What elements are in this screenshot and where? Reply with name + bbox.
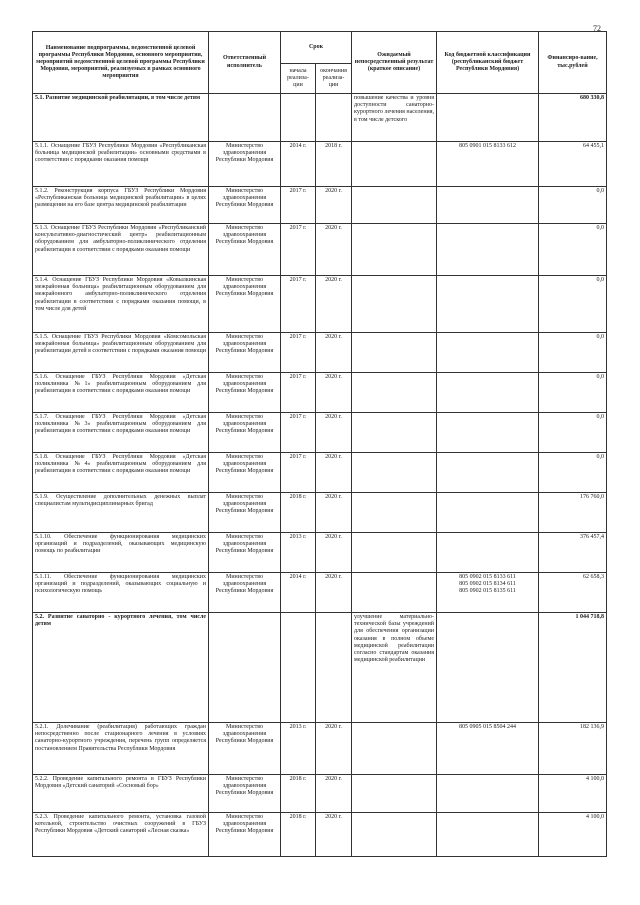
row-name-cell: 5.1.9. Осуществление дополнительных денежных выплат специалистам мультидисциплинарных бригад xyxy=(33,493,209,533)
row-executor-cell: Министерство здравоохранения Республики Мордовия xyxy=(209,533,281,573)
row-executor-cell: Министерство здравоохранения Республики Мордовия xyxy=(209,413,281,453)
row-name-cell: 5.1.4. Оснащение ГБУЗ Республики Мордовия «Ковылкинская межрайонная больница» реабилитационным оборудованием для межрайонного амбулаторно-поликлинического отделения реабилитации в соответствии с порядками оказания помощи, в том числе для детей xyxy=(33,276,209,333)
row-kbk-cell xyxy=(437,775,539,813)
row-name-cell: 5.2.2. Проведение капитального ремонта в ГБУЗ Республики Мордовия «Детский санаторий «Сосновый бор» xyxy=(33,775,209,813)
program-table xyxy=(32,31,607,857)
row-executor-cell: Министерство здравоохранения Республики Мордовия xyxy=(209,373,281,413)
row-kbk-cell xyxy=(437,224,539,276)
section-row xyxy=(33,94,607,142)
page-number: 72 xyxy=(593,24,601,33)
row-kbk-cell xyxy=(437,333,539,373)
row-end-cell: 2020 г. xyxy=(316,453,352,493)
row-kbk-cell xyxy=(437,493,539,533)
header-finance: Финансиро-вание, тыс.рублей xyxy=(539,32,607,94)
table-body xyxy=(33,94,607,857)
table-row xyxy=(33,453,607,493)
row-result-cell xyxy=(352,775,437,813)
row-name-cell: 5.2.1. Долечивание (реабилитация) работающих граждан непосредственно после стационарного лечения в условиях санаторно-курортного учреждения, перечень групп определяется постановлением Правительства Республики Мордовия xyxy=(33,723,209,775)
row-end-cell: 2020 г. xyxy=(316,187,352,224)
row-kbk-cell xyxy=(437,453,539,493)
row-result-cell xyxy=(352,413,437,453)
row-start-cell: 2018 г. xyxy=(281,775,316,813)
row-name-cell: 5.1.2. Реконструкция корпуса ГБУЗ Республики Мордовия «Республиканская больница медицинской реабилитации» в целях размещения на его базе центра медицинской реабилитации xyxy=(33,187,209,224)
row-executor-cell: Министерство здравоохранения Республики Мордовия xyxy=(209,187,281,224)
row-result-cell xyxy=(352,723,437,775)
row-name-cell: 5.1. Развитие медицинской реабилитации, в том числе детям xyxy=(33,94,209,142)
row-finance-cell: 0,0 xyxy=(539,276,607,333)
row-start-cell xyxy=(281,613,316,723)
row-end-cell: 2020 г. xyxy=(316,276,352,333)
row-finance-cell: 0,0 xyxy=(539,224,607,276)
row-finance-cell: 62 658,3 xyxy=(539,573,607,613)
row-name-cell: 5.1.5. Оснащение ГБУЗ Республики Мордовия «Комсомольская межрайонная больница» реабилитационным оборудованием для реабилитации детей в соответствии с порядками оказания помощи xyxy=(33,333,209,373)
row-result-cell xyxy=(352,142,437,187)
row-name-cell: 5.1.6. Оснащение ГБУЗ Республики Мордовия «Детская поликлиника №1» реабилитационным оборудованием для реабилитации в соответствии с порядками оказания помощи xyxy=(33,373,209,413)
table-row xyxy=(33,493,607,533)
row-result-cell xyxy=(352,573,437,613)
row-name-cell: 5.1.8. Оснащение ГБУЗ Республики Мордовия «Детская поликлиника №4» реабилитационным оборудованием для реабилитации в соответствии с порядками оказания помощи xyxy=(33,453,209,493)
row-end-cell: 2018 г. xyxy=(316,142,352,187)
row-start-cell: 2017 г. xyxy=(281,413,316,453)
row-result-cell: повышение качества и уровня доступности санаторно-курортного лечения населения, в том числе детского xyxy=(352,94,437,142)
row-kbk-cell: 805 0901 015 8133 612 xyxy=(437,142,539,187)
row-name-cell: 5.1.10. Обеспечение функционирования медицинских организаций и подразделений, оказывающих медицинскую помощь по реабилитации xyxy=(33,533,209,573)
row-executor-cell: Министерство здравоохранения Республики Мордовия xyxy=(209,453,281,493)
row-end-cell: 2020 г. xyxy=(316,775,352,813)
row-result-cell xyxy=(352,373,437,413)
section-row xyxy=(33,613,607,723)
row-result-cell: улучшение материально-технической базы учреждений для обеспечения организации оказания в полном объеме медицинской реабилитации согласно стандартам оказания медицинской реабилитации xyxy=(352,613,437,723)
row-kbk-cell xyxy=(437,276,539,333)
row-finance-cell: 4 100,0 xyxy=(539,775,607,813)
table-row xyxy=(33,775,607,813)
row-finance-cell: 0,0 xyxy=(539,413,607,453)
row-start-cell: 2017 г. xyxy=(281,453,316,493)
table-row xyxy=(33,276,607,333)
row-end-cell: 2020 г. xyxy=(316,333,352,373)
row-executor-cell: Министерство здравоохранения Республики Мордовия xyxy=(209,142,281,187)
table-row xyxy=(33,187,607,224)
row-name-cell: 5.2.3. Проведение капитального ремонта, установка газовой котельной, строительство очистных сооружений в ГБУЗ Республики Мордовия «Детский санаторий «Лесная сказка» xyxy=(33,813,209,857)
row-start-cell: 2017 г. xyxy=(281,224,316,276)
row-kbk-cell xyxy=(437,533,539,573)
row-end-cell: 2020 г. xyxy=(316,224,352,276)
row-start-cell: 2017 г. xyxy=(281,187,316,224)
row-executor-cell: Министерство здравоохранения Республики Мордовия xyxy=(209,333,281,373)
header-end: окончания реализа-ции xyxy=(316,64,352,94)
row-executor-cell: Министерство здравоохранения Республики Мордовия xyxy=(209,813,281,857)
row-result-cell xyxy=(352,453,437,493)
row-finance-cell: 176 760,0 xyxy=(539,493,607,533)
row-name-cell: 5.1.7. Оснащение ГБУЗ Республики Мордовия «Детская поликлиника №3» реабилитационным оборудованием для реабилитации в соответствии с порядками оказания помощи xyxy=(33,413,209,453)
row-executor-cell: Министерство здравоохранения Республики Мордовия xyxy=(209,224,281,276)
row-finance-cell: 0,0 xyxy=(539,453,607,493)
row-end-cell: 2020 г. xyxy=(316,813,352,857)
table-row xyxy=(33,573,607,613)
row-start-cell: 2017 г. xyxy=(281,333,316,373)
row-finance-cell: 1 044 718,8 xyxy=(539,613,607,723)
table-row xyxy=(33,413,607,453)
row-result-cell xyxy=(352,187,437,224)
row-kbk-cell xyxy=(437,813,539,857)
row-kbk-cell xyxy=(437,187,539,224)
table-row xyxy=(33,224,607,276)
row-end-cell xyxy=(316,613,352,723)
row-start-cell: 2017 г. xyxy=(281,373,316,413)
row-end-cell: 2020 г. xyxy=(316,723,352,775)
row-end-cell xyxy=(316,94,352,142)
row-start-cell: 2014 г. xyxy=(281,142,316,187)
row-name-cell: 5.1.1. Оснащение ГБУЗ Республики Мордовия «Республиканская больница медицинской реабилитации» основными средствами в соответствии с порядками оказания помощи xyxy=(33,142,209,187)
row-kbk-cell xyxy=(437,94,539,142)
row-executor-cell: Министерство здравоохранения Республики Мордовия xyxy=(209,723,281,775)
row-end-cell: 2020 г. xyxy=(316,533,352,573)
row-result-cell xyxy=(352,276,437,333)
row-start-cell: 2017 г. xyxy=(281,276,316,333)
row-executor-cell: Министерство здравоохранения Республики Мордовия xyxy=(209,775,281,813)
table-row xyxy=(33,333,607,373)
header-term: Срок xyxy=(281,32,352,64)
header-result: Ожидаемый непосредственный результат (краткое описание) xyxy=(352,32,437,94)
row-end-cell: 2020 г. xyxy=(316,413,352,453)
table-row xyxy=(33,723,607,775)
header-kbk: Код бюджетной классификации (республиканский бюджет Республики Мордовия) xyxy=(437,32,539,94)
row-kbk-cell: 805 0905 015 8504 244 xyxy=(437,723,539,775)
row-start-cell xyxy=(281,94,316,142)
row-executor-cell: Министерство здравоохранения Республики Мордовия xyxy=(209,493,281,533)
row-end-cell: 2020 г. xyxy=(316,493,352,533)
table-row xyxy=(33,373,607,413)
row-name-cell: 5.2. Развитие санаторно - курортного лечения, том числе детям xyxy=(33,613,209,723)
header-start: начала реализа-ции xyxy=(281,64,316,94)
row-result-cell xyxy=(352,333,437,373)
row-start-cell: 2018 г. xyxy=(281,813,316,857)
table-header xyxy=(33,32,607,94)
row-executor-cell xyxy=(209,94,281,142)
header-name: Наименование подпрограммы, ведомственной целевой программы Республики Мордовия, основного мероприятия, мероприятий ведомственной целевой программы Республики Мордовия, мероприятий, реализуемых в рамках основного мероприятия xyxy=(33,32,209,94)
row-end-cell: 2020 г. xyxy=(316,373,352,413)
row-finance-cell: 376 457,4 xyxy=(539,533,607,573)
row-kbk-cell: 805 0902 015 8133 611 805 0902 015 8134 611 805 0902 015 8135 611 xyxy=(437,573,539,613)
row-executor-cell: Министерство здравоохранения Республики Мордовия xyxy=(209,573,281,613)
row-finance-cell: 182 136,9 xyxy=(539,723,607,775)
row-finance-cell: 0,0 xyxy=(539,373,607,413)
row-finance-cell: 0,0 xyxy=(539,333,607,373)
table-row xyxy=(33,142,607,187)
row-kbk-cell xyxy=(437,373,539,413)
row-start-cell: 2014 г. xyxy=(281,573,316,613)
row-executor-cell xyxy=(209,613,281,723)
row-result-cell xyxy=(352,813,437,857)
header-executor: Ответственный исполнитель xyxy=(209,32,281,94)
row-kbk-cell xyxy=(437,413,539,453)
row-name-cell: 5.1.3. Оснащение ГБУЗ Республики Мордовия «Республиканский консультативно-диагностический центр» реабилитационным оборудованием для амбулаторно-поликлинического отделения реабилитации в соответствии с порядками оказания помощи xyxy=(33,224,209,276)
row-finance-cell: 0,0 xyxy=(539,187,607,224)
row-start-cell: 2018 г. xyxy=(281,493,316,533)
row-finance-cell: 4 100,0 xyxy=(539,813,607,857)
row-name-cell: 5.1.11. Обеспечение функционирования медицинских организаций и подразделений, оказывающих социальную и психологическую помощь xyxy=(33,573,209,613)
row-start-cell: 2013 г. xyxy=(281,723,316,775)
table-row xyxy=(33,533,607,573)
table-row xyxy=(33,813,607,857)
row-result-cell xyxy=(352,224,437,276)
row-kbk-cell xyxy=(437,613,539,723)
row-end-cell: 2020 г. xyxy=(316,573,352,613)
row-result-cell xyxy=(352,533,437,573)
row-start-cell: 2013 г. xyxy=(281,533,316,573)
row-finance-cell: 64 455,1 xyxy=(539,142,607,187)
row-result-cell xyxy=(352,493,437,533)
row-finance-cell: 680 330,8 xyxy=(539,94,607,142)
row-executor-cell: Министерство здравоохранения Республики Мордовия xyxy=(209,276,281,333)
